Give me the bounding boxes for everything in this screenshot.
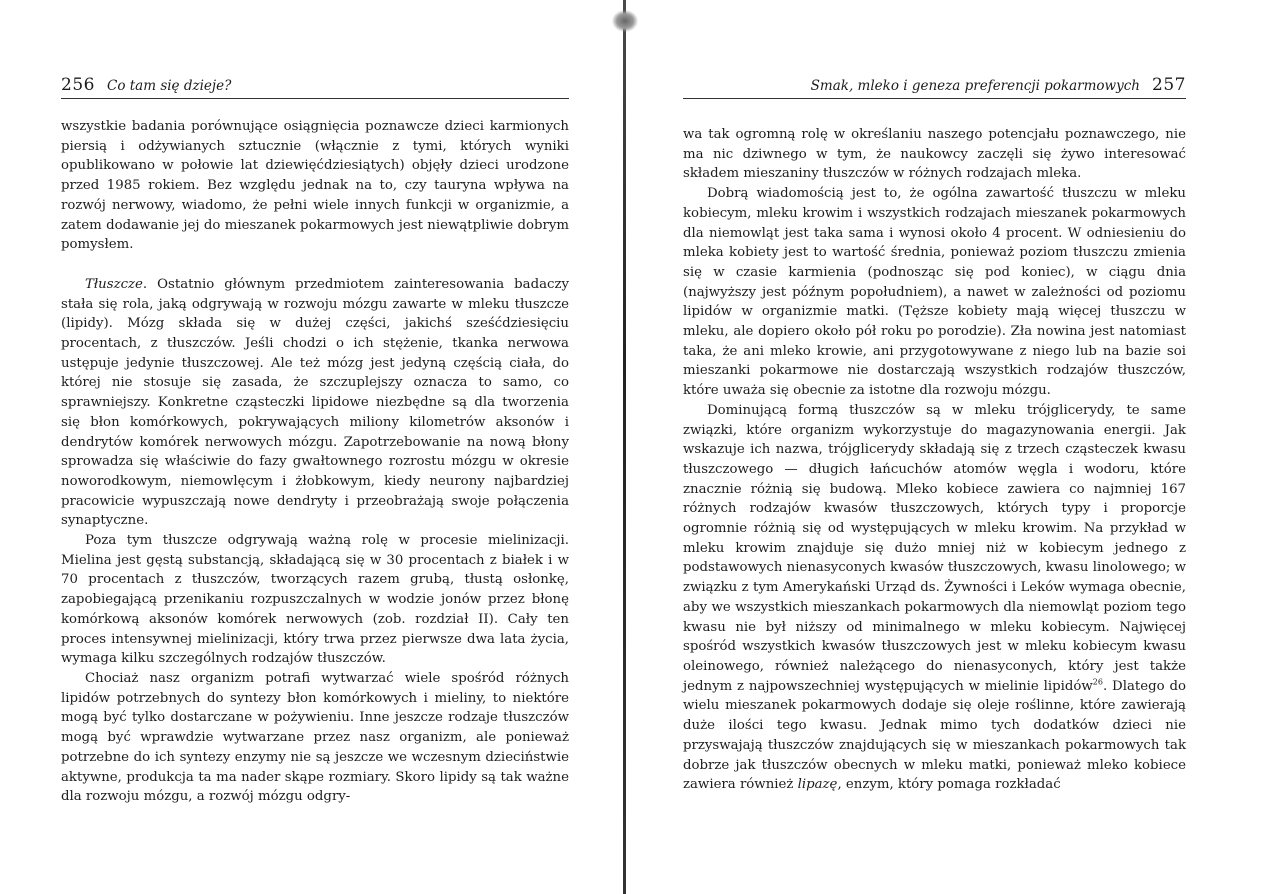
right-page-body [683, 125, 1186, 795]
paragraph-1: wszystkie badania porównujące osiągnięcia poznawcze dzieci karmionych piersią i odżywianych sztucznie (włącznie z tymi, których wyniki opublikowano w połowie lat dziewięćdziesiątych) objęły dzieci urodzone przed 1985 rokiem. Bez względu jednak na to, czy tauryna wpływa na rozwój nerwowy, wiadomo, że pełni wiele innych funkcji w organizmie, a zatem dodawanie jej do mieszanek pokarmowych jest niewątpliwie dobrym pomysłem. [61, 119, 569, 253]
paragraph-4: Chociaż nasz organizm potrafi wytwarzać wiele spośród różnych lipidów potrzebnych do syntezy błon komórkowych i mieliny, to niektóre mogą być tylko dostarczane w pożywieniu. Inne jeszcze rodzaje tłuszczów mogą być wprawdzie wytwarzane przez nasz organizm, ale ponieważ potrzebne do ich syntezy enzymy nie są jeszcze we wczesnym dzieciństwie aktywne, produkcja ta ma nader skąpe rozmiary. Skoro lipidy są tak ważne dla rozwoju mózgu, a rozwój mózgu odgry- [61, 670, 569, 805]
paragraph-7: Dominującą formą tłuszczów są w mleku trójglicerydy, te same związki, które organizm wykorzystuje do magazynowania energii. Jak wskazuje ich nazwa, trójglicerydy składają się z trzech cząsteczek kwasu tłuszczowego — długich łańcuchów atomów węgla i wodoru, które znacznie różnią się budową. Mleko kobiece zawiera co najmniej 167 różnych rodzajów kwasów tłuszczowych, których typy i proporcje ogromnie różnią się od występujących w mleku krowim. Na przykład w mleku krowim znajduje się dużo mniej niż w kobiecym jednego z podstawowych nienasyconych kwasów tłuszczowych, kwasu linolowego; w związku z tym Amerykański Urząd ds. Żywności i Leków wymaga obecnie, aby we wszystkich mieszankach pokarmowych dla niemowląt poziom tego kwasu nie był niższy od minimalnego w mleku kobiecym. Najwięcej spośród wszystkich kwasów tłuszczowych jest w mleku kobiecym kwasu oleinowego, również należącego do nienasyconych, który jest także jednym z najpowszechniej występujących w mielinie lipidów$^{26}$. Dlatego do wielu mieszanek pokarmowych dodaje się oleje roślinne, które zawierają duże ilości tego kwasu. Jednak mimo tych dodatków dzieci nie przyswajają tłuszczów znajdujących się w mieszankach pokarmowych tak dobrze jak tłuszczów obecnych w mleku matki, ponieważ mleko kobiece zawiera również lipazę, enzym, który pomaga rozkładać [683, 402, 1186, 793]
left-page-body [61, 117, 569, 807]
right-page [683, 72, 1186, 795]
page-number-left: 256 [61, 75, 95, 95]
paragraph-2: Tłuszcze. Ostatnio głównym przedmiotem zainteresowania badaczy stała się rola, jaką odgrywają w rozwoju mózgu zawarte w mleku tłuszcze (lipidy). Mózg składa się w dużej części, jakichś sześćdziesięciu procentach, z tłuszczów. Jeśli chodzi o ich stężenie, tkanka nerwowa ustępuje jedynie tłuszczowej. Ale też mózg jest jedyną częścią ciała, do której nie stosuje się zasada, że szczuplejszy oznacza to samo, co sprawniejszy. Konkretne cząsteczki lipidowe niezbędne są dla tworzenia się błon komórkowych, pokrywających miliony kilometrów aksonów i dendrytów komórek nerwowych mózgu. Zapotrzebowanie na nową błony sprowadza się właściwie do fazy gwałtownego rozrostu mózgu w okresie noworodkowym, niemowlęcym i żłobkowym, kiedy neurony najbardziej pracowicie wypuszczają nowe dendryty i przeobrażają swoje połączenia synaptyczne. [61, 276, 569, 529]
running-title-right: Smak, mleko i geneza preferencji pokarmowych [810, 78, 1140, 94]
book-gutter [623, 0, 626, 894]
paragraph-5: wa tak ogromną rolę w określaniu naszego potencjału poznawczego, nie ma nic dziwnego w tym, że naukowcy zaczęli się żywo interesować składem mieszaniny tłuszczów w różnych rodzajach mleka. [683, 127, 1186, 182]
running-title-left: Co tam się dzieje? [107, 78, 232, 94]
italic-term: lipazę [797, 777, 838, 793]
section-lead: Tłuszcze [85, 276, 143, 292]
left-page [61, 72, 569, 807]
page-number-right: 257 [1152, 75, 1186, 95]
left-running-header [61, 72, 569, 99]
right-running-header [683, 72, 1186, 99]
paragraph-3: Poza tym tłuszcze odgrywają ważną rolę w procesie mielinizacji. Mielina jest gęstą substancją, składającą się w 30 procentach z białek i w 70 procentach z tłuszczów, tworzących razem grubą, tłustą osłonkę, zapobiegającą przenikaniu rozpuszczalnych w wodzie jonów przez błonę komórkową aksonów komórek nerwowych (zob. rozdział II). Cały ten proces intensywnej mielinizacji, który trwa przez pierwsze dwa lata życia, wymaga kilku szczególnych rodzajów tłuszczów. [61, 533, 569, 667]
paragraph-6: Dobrą wiadomością jest to, że ogólna zawartość tłuszczu w mleku kobiecym, mleku krowim i wszystkich rodzajach mieszanek pokarmowych dla niemowląt jest taka sama i wynosi około 4 procent. W odniesieniu do mleka kobiety jest to wartość średnia, ponieważ poziom tłuszczu zmienia się w czasie karmienia (podnosząc się pod koniec), w ciągu dnia (najwyższy jest późnym popołudniem), a nawet w zależności od poziomu lipidów w organizmie matki. (Tęższe kobiety mają więcej tłuszczu w mleku, ale dopiero około pół roku po porodzie). Zła nowina jest natomiast taka, że ani mleko krowie, ani przygotowywane z niego lub na bazie soi mieszanki pokarmowe nie dostarczają wszystkich rodzajów tłuszczów, które uważa się obecnie za istotne dla rozwoju mózgu. [683, 186, 1186, 399]
binding-mark [612, 10, 638, 32]
footnote-ref: 26 [1092, 677, 1103, 687]
